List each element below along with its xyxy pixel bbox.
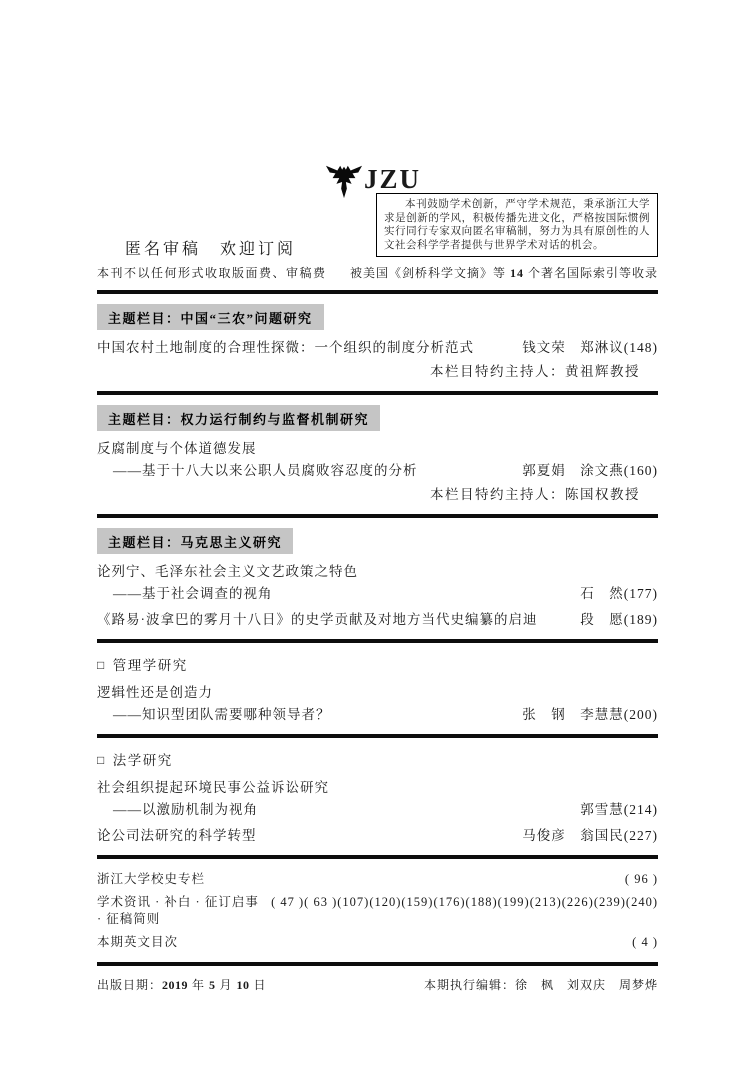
section-law [97, 734, 658, 855]
article-authors-pages: 钱文荣 郑淋议(148) [522, 340, 658, 355]
section-host: 本栏目特约主持人：黄祖辉教授 [430, 364, 640, 379]
indexing-note-count: 14 [509, 266, 524, 280]
section-badge: 主题栏目：中国“三农”问题研究 [97, 304, 324, 330]
misc-pages: ( 4 ) [632, 935, 658, 949]
misc-row [97, 871, 658, 888]
article-subtitle: ——知识型团队需要哪种领导者？ [113, 707, 331, 722]
misc-pages: ( 96 ) [624, 872, 658, 886]
article-subtitle-row [97, 585, 658, 602]
issue-editors [424, 976, 658, 993]
section-sannong [97, 290, 658, 391]
masthead [97, 162, 658, 290]
indexing-note-post: 个著名国际索引等收录 [523, 266, 658, 280]
section-management [97, 639, 658, 734]
article-row [97, 339, 658, 356]
category-heading [97, 657, 658, 675]
misc-row [97, 894, 658, 928]
article-subtitle-row [97, 801, 658, 818]
article-authors-pages: 郭夏娟 涂文燕(160) [522, 463, 658, 478]
article-authors-pages: 张 钢 李慧慧(200) [522, 707, 658, 722]
unit-day: 日 [249, 978, 267, 992]
square-bullet-icon: □ [97, 658, 106, 672]
unit-month: 月 [215, 978, 237, 992]
article-title: 《路易·波拿巴的雾月十八日》的史学贡献及对地方当代史编纂的启迪 [97, 612, 538, 627]
article-authors-pages: 马俊彦 翁国民(227) [522, 828, 658, 843]
article-subtitle: ——基于十八大以来公职人员腐败容忍度的分析 [113, 463, 418, 478]
misc-label: 浙江大学校史专栏 [97, 872, 206, 886]
category-label: 管理学研究 [112, 658, 188, 673]
article-subtitle: ——以激励机制为视角 [113, 802, 258, 817]
issue-editors-names: 徐 枫 刘双庆 周梦烨 [514, 978, 658, 992]
indexing-note-pre: 被美国《剑桥科学文摘》等 [349, 266, 510, 280]
article-row [97, 611, 658, 628]
issue-editors-label: 本期执行编辑： [423, 978, 515, 992]
publish-day: 10 [236, 978, 250, 992]
article-title: 反腐制度与个体道德发展 [97, 441, 257, 456]
misc-listing [97, 855, 658, 962]
article-title: 论公司法研究的科学转型 [97, 828, 257, 843]
logo-text: JZU [364, 164, 422, 194]
section-power-supervision [97, 391, 658, 514]
mission-statement-box [376, 193, 658, 257]
eagle-icon [325, 162, 363, 200]
no-fee-note: 本刊不以任何形式收取版面费、审稿费 [97, 266, 327, 280]
article-authors-pages: 段 愿(189) [580, 612, 658, 627]
indexing-note [350, 264, 658, 281]
publish-month: 5 [209, 978, 216, 992]
section-badge: 主题栏目：权力运行制约与监督机制研究 [97, 405, 380, 431]
section-host: 本栏目特约主持人：陈国权教授 [430, 487, 640, 502]
article-row [97, 827, 658, 844]
publish-date [97, 976, 267, 993]
article-title: 逻辑性还是创造力 [97, 685, 213, 700]
category-label: 法学研究 [112, 753, 173, 768]
publish-date-label: 出版日期： [97, 978, 163, 992]
mission-text: 本刊鼓励学术创新，严守学术规范，秉承浙江大学求是创新的学风，积极传播先进文化，严格按国际惯例实行同行专家双向匿名审稿制，努力为具有原创性的人文社会科学学者提供与世界学术对话的机会。 [384, 199, 650, 251]
content-column [97, 0, 658, 993]
misc-label: 本期英文目次 [97, 935, 179, 949]
publish-year: 2019 [162, 978, 189, 992]
category-heading [97, 752, 658, 770]
misc-row [97, 934, 658, 951]
square-bullet-icon: □ [97, 753, 106, 767]
footer [97, 962, 658, 993]
section-marxism [97, 514, 658, 639]
article-subtitle-row [97, 462, 658, 479]
review-invite-note: 匿名审稿 欢迎订阅 [125, 241, 297, 258]
article-subtitle: ——基于社会调查的视角 [113, 586, 273, 601]
article-title: 社会组织提起环境民事公益诉讼研究 [97, 780, 329, 795]
article-title: 论列宁、毛泽东社会主义文艺政策之特色 [97, 564, 358, 579]
unit-year: 年 [188, 978, 210, 992]
article-subtitle-row [97, 706, 658, 723]
section-badge: 主题栏目：马克思主义研究 [97, 528, 293, 554]
article-authors-pages: 石 然(177) [580, 586, 658, 601]
article-authors-pages: 郭雪慧(214) [580, 802, 658, 817]
misc-label: 学术资讯 · 补白 · 征订启事 · 征稿简则 [97, 895, 259, 926]
misc-pages: ( 47 )( 63 )(107)(120)(159)(176)(188)(199)(213)(226)(239)(240) [271, 895, 658, 909]
article-title: 中国农村土地制度的合理性探微：一个组织的制度分析范式 [97, 340, 474, 355]
